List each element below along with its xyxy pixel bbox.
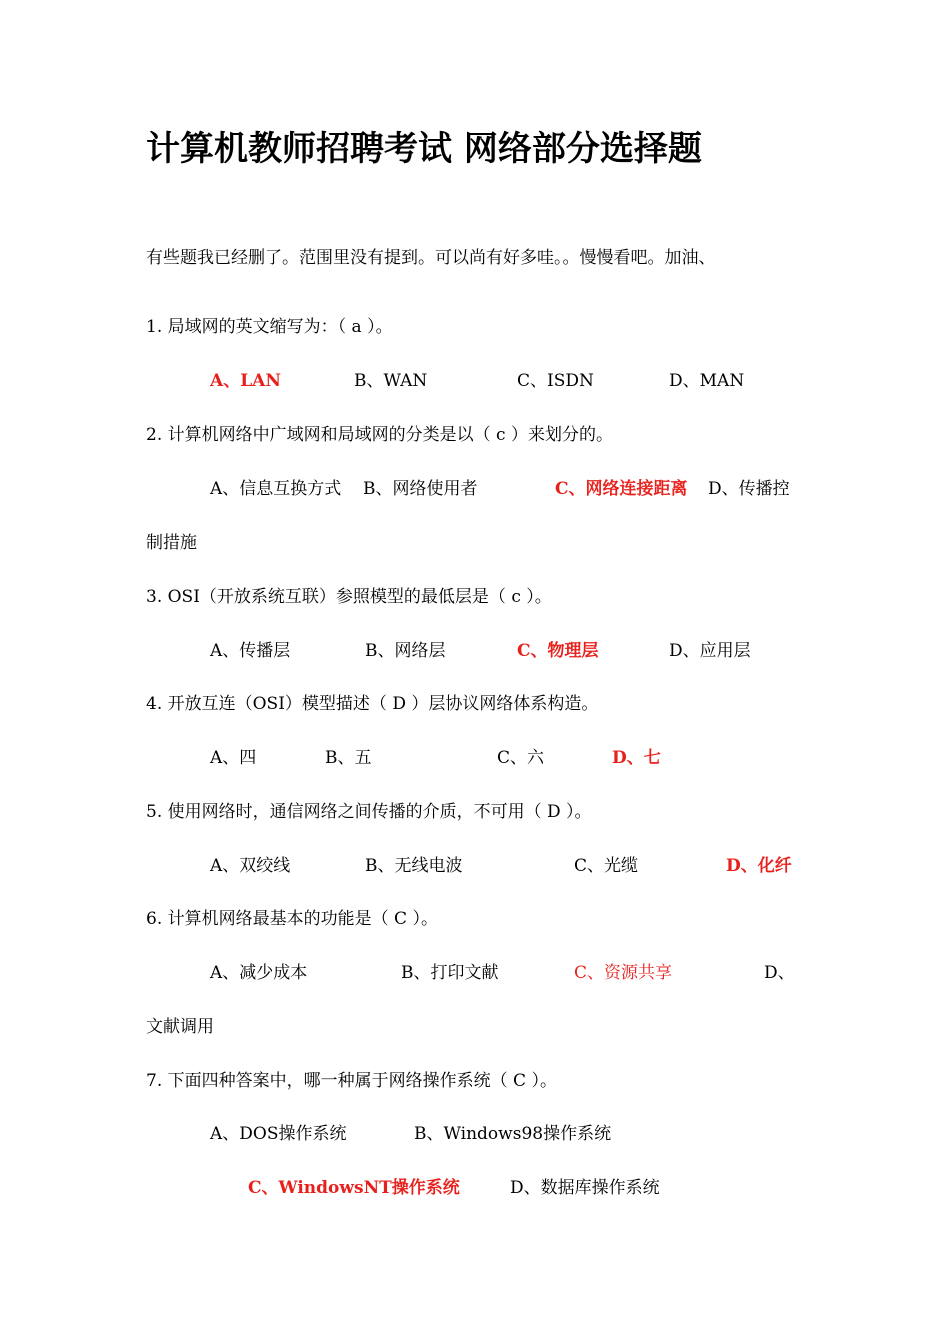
q2-option-c: C、网络连接距离	[555, 479, 688, 499]
q5-option-d: D、化纤	[726, 856, 792, 876]
q7-option-d: D、数据库操作系统	[510, 1178, 660, 1198]
q4-option-a: A、四	[210, 748, 257, 768]
question-2-stem: 2. 计算机网络中广域网和局域网的分类是以（ c ）来划分的。	[146, 425, 613, 445]
question-5-stem: 5. 使用网络时，通信网络之间传播的介质，不可用（ D ）。	[146, 802, 592, 822]
q1-option-d: D、MAN	[669, 371, 745, 391]
q3-option-c: C、物理层	[517, 641, 599, 661]
q6-option-b: B、打印文献	[401, 963, 499, 983]
q3-option-a: A、传播层	[210, 641, 291, 661]
q4-option-d: D、七	[612, 748, 661, 768]
question-3-stem: 3. OSI（开放系统互联）参照模型的最低层是（ c ）。	[146, 587, 552, 607]
question-7-stem: 7. 下面四种答案中，哪一种属于网络操作系统（ C ）。	[146, 1071, 557, 1091]
q5-option-b: B、无线电波	[365, 856, 463, 876]
q1-option-c: C、ISDN	[517, 371, 594, 391]
q7-option-c: C、WindowsNT操作系统	[248, 1178, 460, 1198]
q2-option-d-continuation: 制措施	[146, 533, 197, 553]
question-6-stem: 6. 计算机网络最基本的功能是（ C ）。	[146, 909, 438, 929]
q4-option-b: B、五	[325, 748, 372, 768]
q6-option-a: A、减少成本	[210, 963, 308, 983]
q4-option-c: C、六	[497, 748, 545, 768]
q3-option-b: B、网络层	[365, 641, 446, 661]
q2-option-b: B、网络使用者	[363, 479, 478, 499]
intro-note: 有些题我已经删了。范围里没有提到。可以尚有好多哇。。慢慢看吧。加油、	[146, 248, 716, 268]
question-4-stem: 4. 开放互连（OSI）模型描述（ D ）层协议网络体系构造。	[146, 694, 599, 714]
q5-option-c: C、光缆	[574, 856, 639, 876]
q3-option-d: D、应用层	[669, 641, 751, 661]
q7-option-b: B、Windows98操作系统	[414, 1124, 612, 1144]
q6-option-d: D、	[764, 963, 795, 983]
q7-option-a: A、DOS操作系统	[210, 1124, 347, 1144]
question-1-stem: 1. 局域网的英文缩写为：（ a ）。	[146, 317, 393, 337]
q6-option-d-continuation: 文献调用	[146, 1017, 214, 1037]
q1-option-b: B、WAN	[354, 371, 428, 391]
q2-option-d: D、传播控	[708, 479, 790, 499]
q2-option-a: A、信息互换方式	[210, 479, 342, 499]
q5-option-a: A、双绞线	[210, 856, 291, 876]
page-title: 计算机教师招聘考试 网络部分选择题	[146, 129, 702, 169]
q1-option-a: A、LAN	[210, 371, 281, 391]
q6-option-c: C、资源共享	[574, 963, 673, 983]
